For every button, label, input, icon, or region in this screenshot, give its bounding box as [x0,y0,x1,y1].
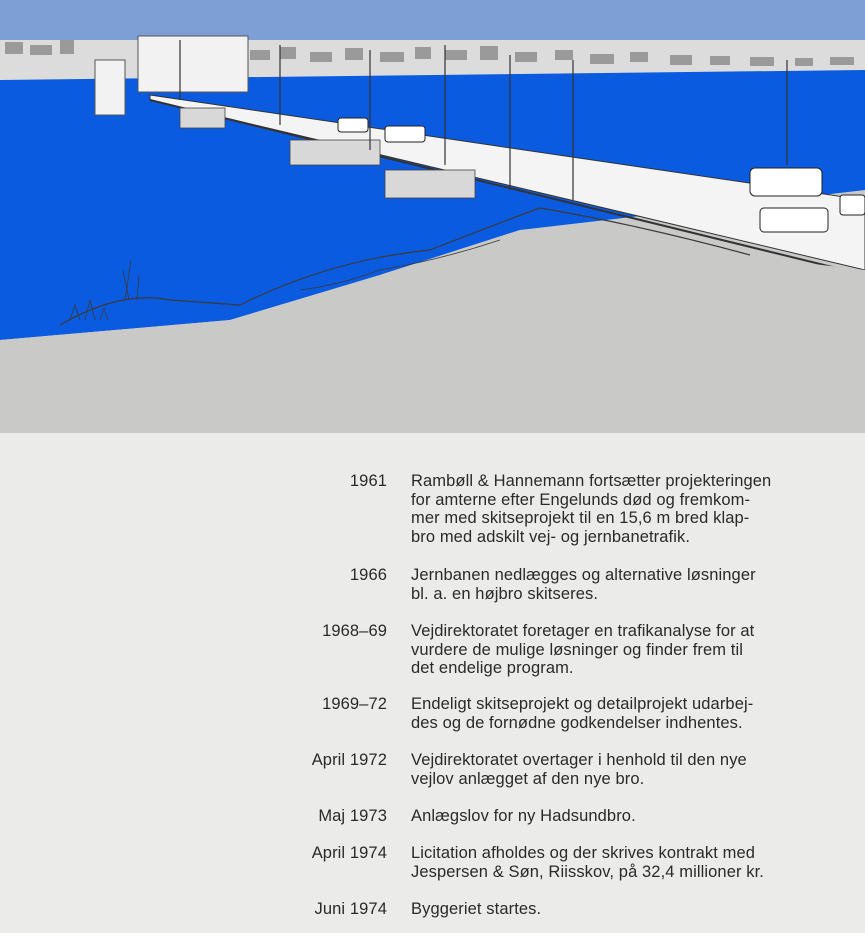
entry-date: 1969–72 [322,695,387,713]
entry-line: for amterne efter Engelunds død og fremkom- [411,490,751,509]
entry-date: 1968–69 [322,622,387,640]
entry-description [411,807,811,826]
entry-date: Maj 1973 [318,807,387,825]
entry-line: Vejdirektoratet overtager i henhold til den nye [411,751,747,769]
entry-description [411,695,811,732]
entry-description [411,622,811,678]
entry-line: bl. a. en højbro skitseres. [411,584,599,603]
entry-description [411,751,811,788]
entry-description [411,844,811,881]
entry-date: Juni 1974 [314,900,387,918]
entry-line: Byggeriet startes. [411,900,542,918]
entry-description [411,566,811,603]
entry-line: vurdere de mulige løsninger og finder frem til [411,640,743,659]
entry-line: Jespersen & Søn, Riisskov, på 32,4 millioner kr. [411,862,764,881]
entry-date: 1961 [349,472,387,490]
entry-line: mer med skitseprojekt til en 15,6 m bred klap- [411,509,750,527]
entry-line: bro med adskilt vej- og jernbanetrafik. [411,527,691,546]
bridge-illustration [0,0,865,433]
entry-line: des og de fornødne godkendelser indhentes. [411,713,743,732]
entry-date: April 1972 [311,751,387,769]
entry-line: Anlægslov for ny Hadsundbro. [411,807,636,825]
bridge-tower [138,36,248,92]
entry-line: Rambøll & Hannemann fortsætter projekteringen [411,472,772,490]
entry-line: det endelige program. [411,659,574,677]
entry-line: Endeligt skitseprojekt og detailprojekt udarbej- [411,695,754,713]
entry-date: 1966 [349,566,387,584]
entry-line: Vejdirektoratet foretager en trafikanalyse for at [411,622,755,640]
entry-description [411,472,811,546]
entry-line: Licitation afholdes og der skrives kontrakt med [411,844,756,862]
bridge-sketch-image [0,0,865,433]
entry-description [411,900,811,919]
entry-date: April 1974 [311,844,387,862]
entry-line: vejlov anlægget af den nye bro. [411,769,645,788]
entry-line: Jernbanen nedlægges og alternative løsninger [411,566,756,584]
